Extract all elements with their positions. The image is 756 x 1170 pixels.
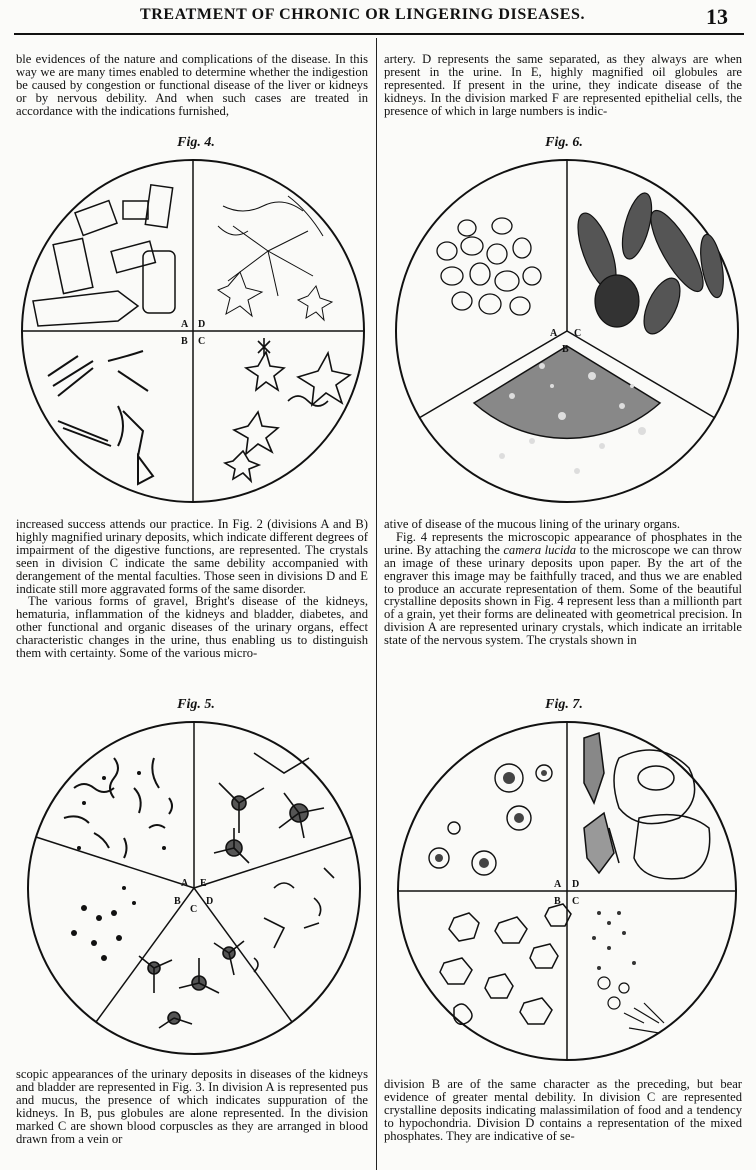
paragraph: ative of disease of the mucous lining of the urinary organs. bbox=[384, 517, 680, 531]
fig6-label-a: A bbox=[550, 328, 558, 339]
col1-top-text bbox=[16, 53, 368, 118]
fig7-label-d: D bbox=[572, 879, 580, 890]
fig5-label-c: C bbox=[190, 904, 198, 915]
running-title: TREATMENT OF CHRONIC OR LINGERING DISEASES. bbox=[140, 6, 586, 23]
paragraph: scopic appearances of the urinary deposits in diseases of the kidneys and bladder are represented in Fig. 3. In division A is represented pus and mucus, the presence of which indicates suppuration of the kidneys. In B, pus globules are alone represented. In the division marked C are shown blood corpuscles as they are arranged in blood drawn from a vein or bbox=[16, 1067, 368, 1146]
paragraph: increased success attends our practice. In Fig. 2 (divisions A and B) highly magnified urinary deposits, which indicate different degrees of impairment of the digestive functions, are represented. The crystals seen in division C indicate the same debility accompanied with derangement of the mental faculties. Those seen in divisions D and E indicate still more aggravated forms of the same disorder. bbox=[16, 517, 368, 596]
fig7-label-a: A bbox=[554, 879, 562, 890]
col2-bottom-text bbox=[384, 1078, 742, 1143]
fig7-micrograph bbox=[394, 718, 740, 1064]
paragraph: The various forms of gravel, Bright's disease of the kidneys, hematuria, inflammation of the kidneys and bladder, diabetes, and other functional and organic diseases of the urinary organs, effect characteristic changes in the urine, thus enabling us to distinguish them with certainty. Some of the various micro- bbox=[16, 594, 368, 661]
emphasis: camera lucida bbox=[503, 542, 577, 557]
fig4-micrograph bbox=[18, 156, 368, 506]
fig7-caption: Fig. 7. bbox=[545, 697, 583, 712]
fig4-label-b: B bbox=[181, 336, 188, 347]
column-divider bbox=[376, 38, 377, 1170]
fig4-label-a: A bbox=[181, 319, 189, 330]
fig5-label-d: D bbox=[206, 896, 214, 907]
col2-top-text bbox=[384, 53, 742, 118]
fig5-label-b: B bbox=[174, 896, 181, 907]
fig4-caption: Fig. 4. bbox=[177, 135, 215, 150]
fig4-label-d: D bbox=[198, 319, 206, 330]
fig6-micrograph bbox=[392, 156, 742, 506]
fig5-label-a: A bbox=[181, 878, 189, 889]
paragraph: ble evidences of the nature and complications of the disease. In this way we are many times enabled to determine whether the indigestion be caused by congestion or functional disease of the liver or kidneys or by nervous debility. And when such cases are treated in accordance with the indications furnished, bbox=[16, 52, 368, 118]
paragraph: Fig. 4 represents the microscopic appearance of phosphates in the urine. By attaching the camera lucida to the microscope we can throw an image of these urinary deposits upon paper. By the art of the engraver this image may be faithfully traced, and thus we are enabled to produce an accurate representation of them. Some of the beautiful crystalline deposits shown in Fig. 4 represent less than a millionth part of a grain, yet their forms are delineated with geometrical precision. In division A are represented urinary crystals, which indicate an irritable state of the nervous system. The crystals shown in bbox=[384, 529, 742, 648]
fig6-label-b: B bbox=[562, 344, 569, 355]
paragraph: division B are of the same character as the preceding, but bear evidence of greater mental debility. In division C are represented crystalline deposits indicating malassimilation of food and a tendency to hypochondria. Division D contains a representation of the mixed phosphates. They are indicative of se- bbox=[384, 1077, 742, 1143]
fig5-label-e: E bbox=[200, 878, 207, 889]
fig7-label-c: C bbox=[572, 896, 580, 907]
running-header bbox=[0, 0, 756, 34]
fig6-label-c: C bbox=[574, 328, 582, 339]
fig5-micrograph bbox=[24, 718, 364, 1058]
page-number: 13 bbox=[706, 4, 728, 29]
fig7-label-b: B bbox=[554, 896, 561, 907]
col1-bottom-text bbox=[16, 1068, 368, 1145]
col2-mid-text bbox=[384, 518, 742, 647]
fig6-caption: Fig. 6. bbox=[545, 135, 583, 150]
header-rule bbox=[14, 33, 744, 35]
col1-mid-text bbox=[16, 518, 368, 660]
fig4-label-c: C bbox=[198, 336, 206, 347]
paragraph: artery. D represents the same separated, as they always are when present in the urine. In E, highly magnified oil globules are represented. If present in the urine, they indicate disease of the kidneys. In the division marked F are represented epithelial cells, the presence of which in large numbers is indic- bbox=[384, 52, 742, 118]
fig5-caption: Fig. 5. bbox=[177, 697, 215, 712]
